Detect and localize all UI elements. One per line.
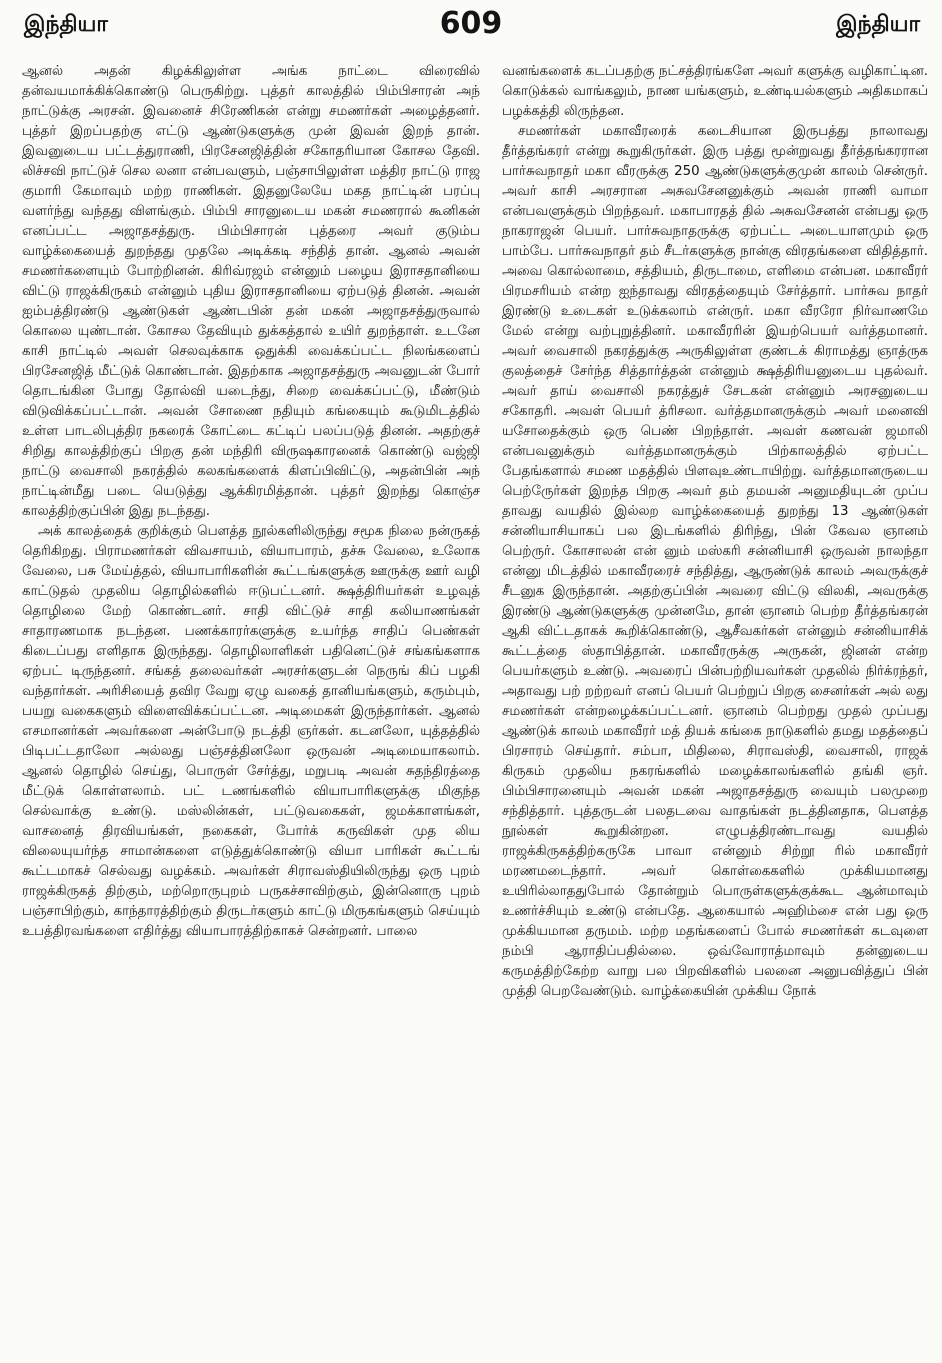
running-title-left: இந்தியா — [24, 12, 108, 37]
left-column — [22, 62, 480, 942]
left-paragraph-2: அக் காலத்தைக் குறிக்கும் பௌத்த நூல்களிலிருந்து சமூக நிலை நன்ருகத் தெரிகிறது. பிராமணர்கள் விவசாயம், வியாபாரம், தச்சு வேலை, உலோக வேலை, பசு மேய்த்தல், வியாபாரிகளின் கூட்டங்களுக்கு ஊருக்கு ஊர் வழி காட்டுதல் முதலிய தொழில்களில் ஈடுபட்டனர். க்ஷத்திரியர்கள் உழவுத் தொழிலை மேற் கொண்டனர். சாதி விட்டுச் சாதி கலியாணங்கள் சாதாரணமாக நடந்தன. பணக்காரர்களுக்கு உயர்ந்த சாதிப் பெண்கள் கிடைப்பது எளிதாக இருந்தது. தொழிலாளிகள் பதினெட்டுச் சங்கங்களாக ஏற்பட் டிருந்தனர். சங்கத் தலைவர்கள் அரசர்களுடன் நெருங் கிப் பழகி வந்தார்கள். அரிசியைத் தவிர வேறு ஏழு வகைத் தானியங்களும், கரும்பும், பயறு வகைகளும் விளைவிக்கப்பட்டன. அடிமைகள் இருந்தார்கள். ஆனல் எசமானர்கள் அவர்களை அன்போடு நடத்தி ஞர்கள். கடனலோ, யுத்தத்தில் பிடிபட்டதாலோ அல்லது பஞ்சத்தினலோ ஒருவன் அடிமையாகலாம். ஆனல் தொழில் செய்து, பொருள் சேர்த்து, மறுபடி அவன் சுதந்திரத்தை மீட்டுக் கொள்ளலாம். பட் டணங்களில் வியாபாரிகளுக்கு மிகுந்த செல்வாக்கு உண்டு. மஸ்லின்கள், பட்டுவகைகள், ஜமக்காளங்கள், வாசனைத் திரவியங்கள், நகைகள், போர்க் கருவிகள் முத லிய விலையுயர்ந்த சாமான்களை எடுத்துக்கொண்டு வியா பாரிகள் கூட்டங் கூட்டமாகச் செல்வது வழக்கம். அவர்கள் சிராவஸ்தியிலிருந்து ஒரு புறம் ராஜக்கிருகத் திற்கும், மற்றொருபுறம் பருகச்சாவிற்கும், இன்னொரு புறம் பஞ்சாபிற்கும், காந்தாரத்திற்கும் திருடர்களும் காட்டு மிருகங்களும் செய்யும் உபத்திரவங்களை எதிர்த்து வியாபாரத்திற்காகச் சென்றனர். பாலை — [22, 524, 480, 939]
running-title-right: இந்தியா — [836, 12, 920, 37]
page-number: 609 — [439, 6, 503, 41]
left-paragraph-1: ஆனல் அதன் கிழக்கிலுள்ள அங்க நாட்டை விரைவில் தன்வயமாக்கிக்கொண்டு பெருகிற்று. புத்தர் காலத்தில் பிம்பிசாரன் அந் நாட்டுக்கு அரசன். இவனைச் சிரேணிகன் என்று சமணர்கள் அழைத்தனர். புத்தர் இறப்பதற்கு எட்டு ஆண்டுகளுக்கு முன் இவன் இறந் தான். இவனுடைய பட்டத்துராணி, பிரசேனஜித்தின் சகோதரியான கோசல தேவி. லிச்சவி நாட்டுச் செல லனா என்பவளும், பஞ்சாபிலுள்ள மத்திர நாட்டு ராஜ குமாரி கேமாவும் மற்ற ராணிகள். இதனுலேயே மகத நாட்டின் பரப்பு வளர்ந்து வந்தது விளங்கும். பிம்பி சாரனுடைய மகன் சமணரால் கூனிகன் எனப்பட்ட அஜாதசத்துரு. பிம்பிசாரன் புத்தரை அவர் குடும்ப வாழ்க்கையைத் துறந்தது முதலே அடிக்கடி சந்தித் தான். ஆனல் அவன் சமணர்களையும் போற்றினன். கிரிவ்ரஜம் என்னும் பழைய இராசதானியை விட்டு ராஜக்கிருகம் என்னும் புதிய இராசதானியை ஏற்படுத் தினன். அவன் ஐம்பத்திரண்டு ஆண்டுகள் ஆண்டபின் தன் மகன் அஜாதசத்துருவால் கொலை யுண்டான். கோசல தேவியும் துக்கத்தால் உயிர் துறந்தாள். உடனே காசி நாட்டில் அவள் செலவுக்காக ஒதுக்கி வைக்கப்பட்ட நிலங்களைப் பிரசேனஜித் மீட்டுக் கொண்டான். இதற்காக அஜாதசத்துரு அவனுடன் போர் தொடங்கின போது தோல்வி யடைந்து, சிறை வைக்கப்பட்டு, மீண்டும் விடுவிக்கப்பட்டான். அவன் சோணை நதியும் கங்கையும் கூடுமிடத்தில் உள்ள பாடலிபுத்திர நகரைக் கோட்டை கட்டிப் பலப்படுத் தினன். அதற்குச் சிறிது காலத்திற்குப் பிறகு தன் மந்திரி விருஷகாரனைக் கொண்டு வஜ்ஜி நாட்டு வைசாலி நகரத்தில் கலகங்களைக் கிளப்பிவிட்டு, அதன்பின் அந் நாட்டின்மீது படை யெடுத்து ஆக்கிரமித்தான். புத்தர் இறந்து கொஞ்ச காலத்திற்குப்பின் இது நடந்தது. — [22, 64, 480, 519]
page-header — [0, 0, 942, 56]
right-column — [502, 62, 928, 1002]
right-paragraph-1: வனங்களைக் கடப்பதற்கு நட்சத்திரங்களே அவர் களுக்கு வழிகாட்டின. கொடுக்கல் வாங்கலும், நாண யங்களும், உண்டியல்களும் அதிகமாகப் பழக்கத்தி லிருந்தன. — [502, 64, 928, 119]
right-paragraph-2: சமணர்கள் மகாவீரரைக் கடைசியான இருபத்து நாலாவது தீர்த்தங்கரர் என்று கூறுகிருர்கள். இரு பத்து மூன்றுவது தீர்த்தங்கரரான பார்சுவநாதர் மகா வீரருக்கு 250 ஆண்டுகளுக்குமுன் காலம் சென்ருர். அவர் காசி அரசரான அசுவசேனனுக்கும் அவன் ராணி வாமா என்பவளுக்கும் பிறந்தவர். மகாபாரதத் தில் அசுவசேனன் என்பது ஒரு நாகராஜன் பெயர். பார்சுவநாதருக்கு ஏற்பட்ட அடையாளமும் ஒரு பாம்பே. பார்சுவநாதர் தம் சீடர்களுக்கு நான்கு விரதங்களை விதித்தார். அவை கொல்லாமை, சத்தியம், திருடாமை, எளிமை என்பன. மகாவீரர் பிரமசரியம் என்ற ஐந்தாவது விரதத்தையும் சேர்த்தார். பார்சுவ நாதர் இரண்டு உடைகள் உடுக்கலாம் என்ருர். மகா வீரரோ நிர்வாணமே மேல் என்று வற்புறுத்தினர். மகாவீரரின் இயற்பெயர் வர்த்தமானர். அவர் வைசாலி நகரத்துக்கு அருகிலுள்ள குண்டக் கிராமத்து ஞாத்ருக குலத்தைச் சேர்ந்த சித்தார்த்தன் என்னும் க்ஷத்திரியனுடைய புதல்வர். அவர் தாய் வைசாலி நகரத்துச் சேடகன் என்னும் அரசனுடைய சகோதரி. அவள் பெயர் த்ரிசலா. வர்த்தமானருக்கும் அவர் மனைவி யசோதைக்கும் ஒரு பெண் பிறந்தாள். அவள் கணவன் ஜமாலி என்பவனுக்கும் வர்த்தமானருக்கும் பிற்காலத்தில் ஏற்பட்ட பேதங்களால் சமண மதத்தில் பிளவுஉண்டாயிற்று. வர்த்தமானருடைய பெற்ருேர்கள் இறந்த பிறகு அவர் தம் தமயன் அனுமதியுடன் முப்ப தாவது வயதில் இல்லற வாழ்க்கையைத் துறந்து 13 ஆண்டுகள் சன்னியாசியாகப் பல இடங்களில் திரிந்து, பின் கேவல ஞானம் பெற்ருர். கோசாலன் என் னும் மஸ்கரி சன்னியாசி ஒருவன் நாலந்தா என்னு மிடத்தில் மகாவீரரைச் சந்தித்து, ஆருண்டுக் காலம் அவருக்குச் சீடனுக இருந்தான். அதற்குப்பின் அவரை விட்டு விலகி, அவருக்கு இரண்டு ஆண்டுகளுக்கு முன்னமே, தான் ஞானம் பெற்ற தீர்த்தங்கரன் ஆகி விட்டதாகக் கூறிக்கொண்டு, ஆசீவகர்கள் என்னும் சன்னியாசிக் கூட்டத்தை ஸ்தாபித்தான். மகாவீரருக்கு அருகன், ஜினன் என்ற பெயர்களும் உண்டு. அவரைப் பின்பற்றியவர்கள் முதலில் நிர்க்ரந்தர், அதாவது பற் றற்றவர் எனப் பெயர் பெற்றுப் பிறகு சைனர்கள் அல் லது சமணர்கள் என்றழைக்கப்பட்டனர். ஞானம் பெற்றது முதல் முப்பது ஆண்டுக் காலம் மகாவீரர் மத் தியக் கங்கை நாடுகளில் தமது மதத்தைப் பிரசாரம் செய்தார். சம்பா, மிதிலை, சிராவஸ்தி, வைசாலி, ராஜக் கிருகம் முதலிய நகரங்களில் மழைக்காலங்களில் தங்கி ஞர். பிம்பிசாரனையும் அவன் மகன் அஜாதசத்துரு வையும் பலமுறை சந்தித்தார். புத்தருடன் பலதடவை வாதங்கள் நடத்தினதாக, பௌத்த நூல்கள் கூறுகின்றன. எழுபத்திரண்டாவது வயதில் ராஜக்கிருகத்திற்கருகே பாவா என்னும் சிற்றூ ரில் மகாவீரர் மரணமடைந்தார். அவர் கொள்கைகளில் முக்கியமானது உயிரில்லாததுபோல் தோன்றும் பொருள்களுக்குக்கூட ஆன்மாவும் உணர்ச்சியும் உண்டு என்பதே. ஆகையால் அஹிம்சை என் பது ஒரு முக்கியமான தருமம். மற்ற மதங்களைப் போல் சமணர்கள் கடவுளை நம்பி ஆராதிப்பதில்லை. ஒவ்வோராத்மாவும் தன்னுடைய கருமத்திற்கேற்ற வாறு பல பிறவிகளில் பலனை அனுபவித்துப் பின் முத்தி பெறவேண்டும். வாழ்க்கையின் முக்கிய நோக் — [502, 124, 928, 999]
